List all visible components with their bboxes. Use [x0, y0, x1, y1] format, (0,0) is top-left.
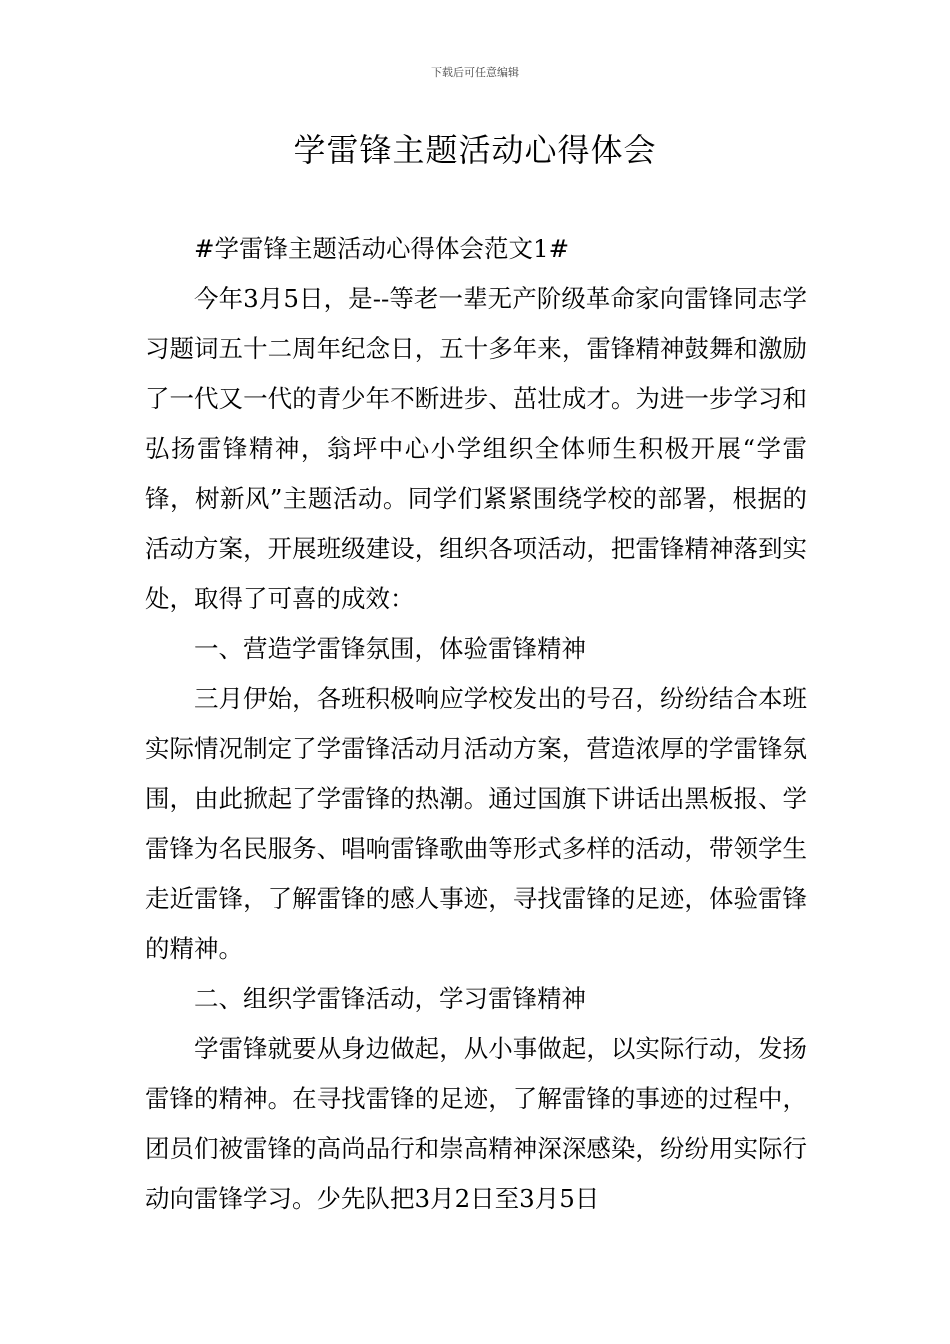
header-note: 下载后可任意编辑	[431, 66, 519, 79]
paragraph-section-1: 三月伊始，各班积极响应学校发出的号召，纷纷结合本班实际情况制定了学雷锋活动月活动方案，营造浓厚的学雷锋氛围，由此掀起了学雷锋的热潮。通过国旗下讲话出黑板报、学雷锋为名民服务、唱响雷锋歌曲等形式多样的活动，带领学生走近雷锋，了解雷锋的感人事迹，寻找雷锋的足迹，体验雷锋的精神。	[145, 684, 807, 963]
section-heading-1: 一、营造学雷锋氛围，体验雷锋精神	[194, 634, 586, 663]
paragraph-subtitle: #学雷锋主题活动心得体会范文1#	[194, 234, 570, 263]
paragraph-section-2: 学雷锋就要从身边做起，从小事做起，以实际行动，发扬雷锋的精神。在寻找雷锋的足迹，了解雷锋的事迹的过程中，团员们被雷锋的高尚品行和崇高精神深深感染，纷纷用实际行动向雷锋学习。少先队把3月2日至3月5日	[145, 1034, 807, 1213]
section-heading-2: 二、组织学雷锋活动，学习雷锋精神	[194, 984, 586, 1013]
paragraph-intro: 今年3月5日，是--等老一辈无产阶级革命家向雷锋同志学习题词五十二周年纪念日，五十多年来，雷锋精神鼓舞和激励了一代又一代的青少年不断进步、茁壮成才。为进一步学习和弘扬雷锋精神，翁坪中心小学组织全体师生积极开展“学雷锋，树新风”主题活动。同学们紧紧围绕学校的部署，根据的活动方案，开展班级建设，组织各项活动，把雷锋精神落到实处，取得了可喜的成效：	[145, 284, 807, 613]
document-body	[145, 224, 807, 1224]
page-title: 学雷锋主题活动心得体会	[293, 131, 657, 169]
